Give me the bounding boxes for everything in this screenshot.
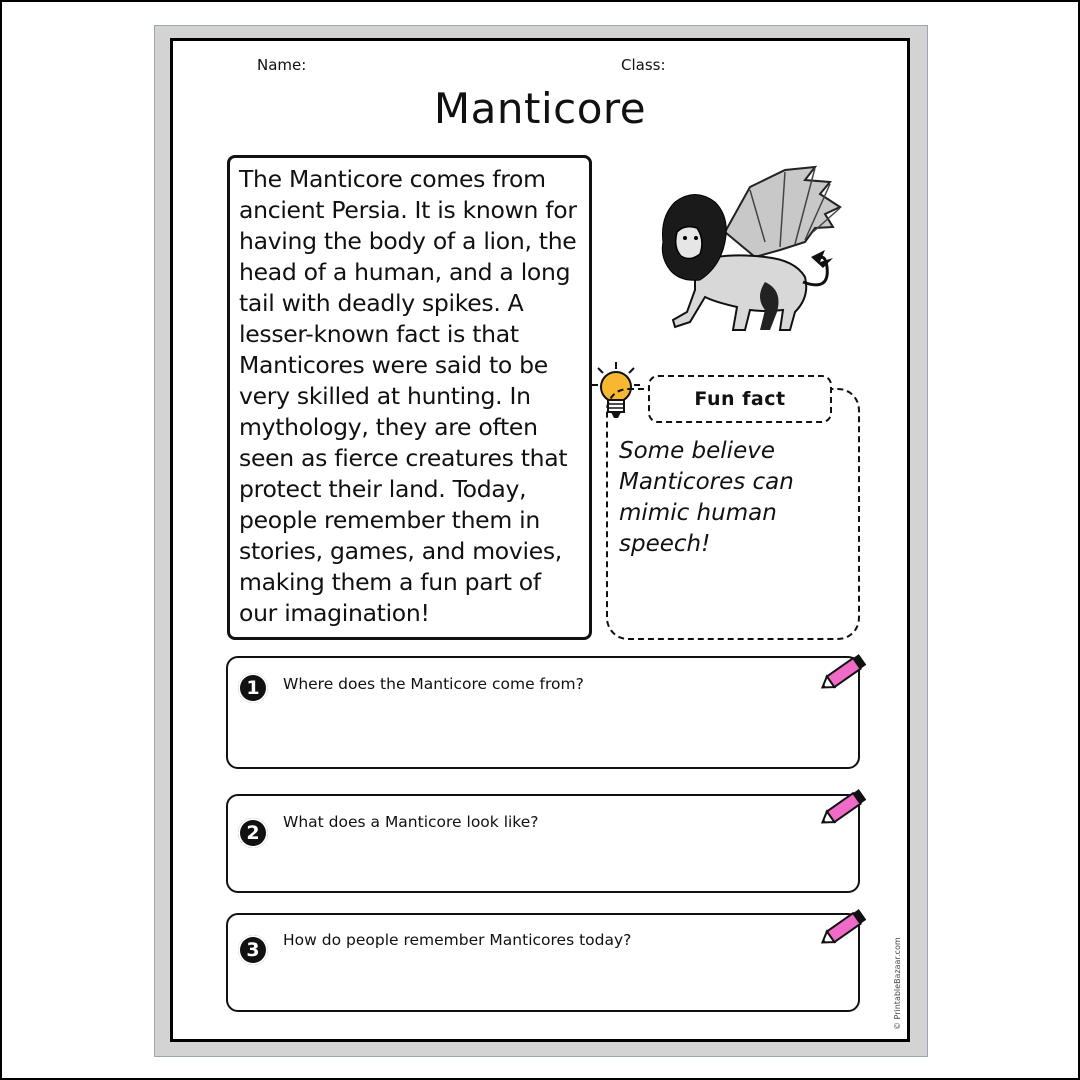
pencil-icon bbox=[818, 905, 870, 951]
question-2-text: What does a Manticore look like? bbox=[283, 813, 539, 831]
reading-line: lesser-known fact is that bbox=[239, 320, 519, 348]
class-label: Class: bbox=[621, 56, 666, 74]
question-2-number: 2 bbox=[238, 818, 268, 848]
fun-fact-line: mimic human bbox=[619, 500, 777, 526]
question-3-text: How do people remember Manticores today? bbox=[283, 931, 632, 949]
question-3-answer-box[interactable] bbox=[226, 913, 860, 1012]
reading-passage bbox=[239, 164, 583, 629]
copyright-credit: © PrintableBazaar.com bbox=[893, 937, 902, 1030]
reading-line: stories, games, and movies, bbox=[239, 537, 562, 565]
reading-line: tail with deadly spikes. A bbox=[239, 289, 524, 317]
reading-line: seen as fierce creatures that bbox=[239, 444, 568, 472]
question-2-answer-box[interactable] bbox=[226, 794, 860, 893]
pencil-icon bbox=[818, 785, 870, 831]
reading-line: having the body of a lion, the bbox=[239, 227, 577, 255]
pencil-icon bbox=[818, 650, 870, 696]
reading-line: ancient Persia. It is known for bbox=[239, 196, 577, 224]
fun-fact-heading: Fun fact bbox=[648, 375, 832, 423]
reading-line: Manticores were said to be bbox=[239, 351, 548, 379]
question-1-answer-box[interactable] bbox=[226, 656, 860, 769]
reading-line: The Manticore comes from bbox=[239, 165, 546, 193]
reading-line: people remember them in bbox=[239, 506, 540, 534]
question-1-number: 1 bbox=[238, 673, 268, 703]
reading-line: very skilled at hunting. In bbox=[239, 382, 531, 410]
reading-line: head of a human, and a long bbox=[239, 258, 571, 286]
fun-fact-line: speech! bbox=[619, 531, 711, 557]
fun-fact-line: Some believe bbox=[619, 438, 775, 464]
reading-line: our imagination! bbox=[239, 599, 430, 627]
question-3-number: 3 bbox=[238, 935, 268, 965]
fun-fact-line: Manticores can bbox=[619, 469, 794, 495]
reading-line: protect their land. Today, bbox=[239, 475, 527, 503]
reading-line: making them a fun part of bbox=[239, 568, 541, 596]
question-1-text: Where does the Manticore come from? bbox=[283, 675, 584, 693]
name-label: Name: bbox=[257, 56, 307, 74]
page-title: Manticore bbox=[433, 84, 647, 133]
reading-passage-box bbox=[227, 155, 592, 640]
reading-line: mythology, they are often bbox=[239, 413, 538, 441]
fun-fact-text bbox=[619, 436, 851, 560]
manticore-illustration bbox=[655, 162, 845, 337]
